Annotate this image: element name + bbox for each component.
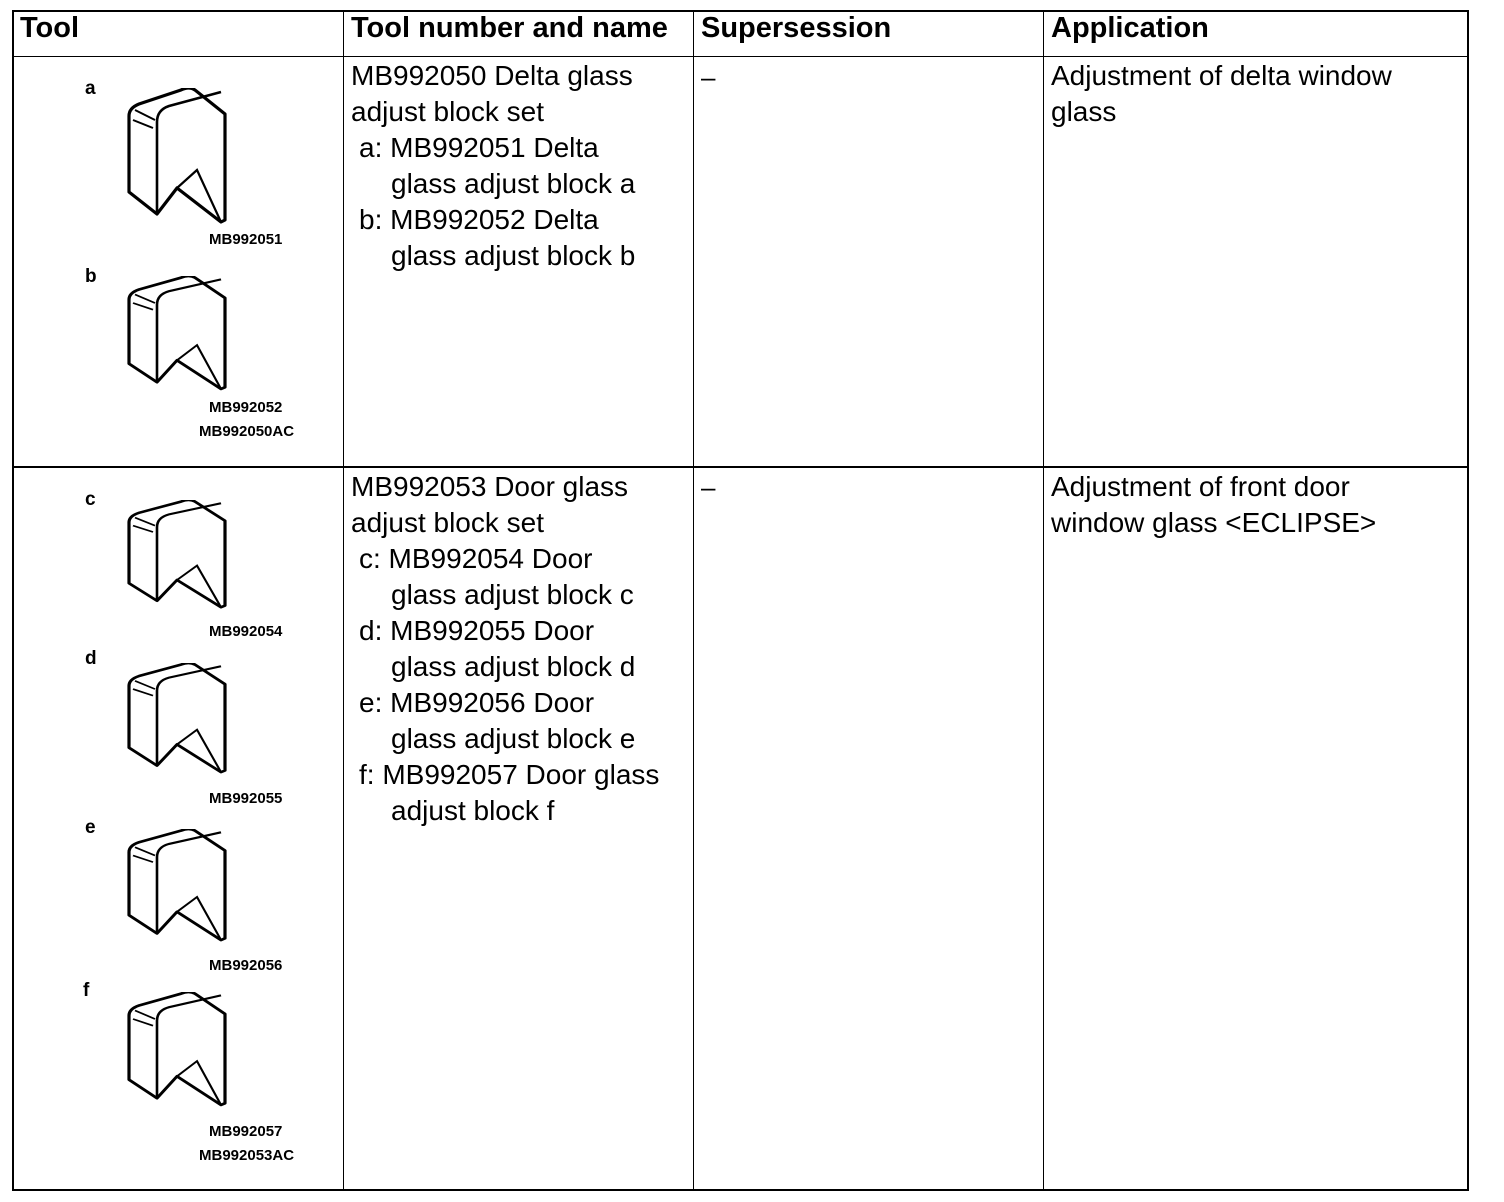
header-tool: Tool bbox=[20, 12, 80, 44]
block-code: MB992055 bbox=[209, 790, 283, 807]
glass-adjust-block-icon bbox=[125, 992, 231, 1110]
header-application: Application bbox=[1051, 12, 1209, 44]
supersession-value: – bbox=[701, 472, 716, 502]
tool-set-title: adjust block set bbox=[351, 96, 544, 127]
tool-set-title: adjust block set bbox=[351, 507, 544, 538]
figure-code: MB992053AC bbox=[199, 1147, 295, 1164]
block-code: MB992051 bbox=[209, 231, 283, 248]
figure-code: MB992050AC bbox=[199, 423, 295, 440]
application-cell bbox=[1051, 469, 1376, 541]
application-text: window glass <ECLIPSE> bbox=[1051, 507, 1377, 538]
tool-item: glass adjust block a bbox=[391, 168, 636, 199]
tool-set-title: MB992050 Delta glass bbox=[351, 60, 633, 91]
application-text: glass bbox=[1051, 96, 1117, 127]
column-divider bbox=[343, 10, 344, 1191]
header-divider bbox=[12, 56, 1469, 57]
tool-item: glass adjust block e bbox=[391, 723, 636, 754]
supersession-value: – bbox=[701, 62, 716, 92]
header-tool-number: Tool number and name bbox=[351, 12, 668, 44]
glass-adjust-block-icon bbox=[125, 88, 231, 228]
glass-adjust-block-icon bbox=[125, 663, 231, 777]
glass-adjust-block-icon bbox=[125, 276, 231, 394]
column-divider bbox=[693, 10, 694, 1191]
block-letter: d bbox=[85, 648, 97, 669]
block-code: MB992054 bbox=[209, 623, 283, 640]
tool-set-title: MB992053 Door glass bbox=[351, 471, 629, 502]
tool-item: glass adjust block c bbox=[391, 579, 634, 610]
block-letter: c bbox=[85, 489, 96, 510]
block-letter: f bbox=[83, 980, 90, 1001]
application-text: Adjustment of front door bbox=[1051, 471, 1350, 502]
column-divider bbox=[1043, 10, 1044, 1191]
tool-name-cell bbox=[351, 58, 635, 274]
tool-item: glass adjust block b bbox=[391, 240, 636, 271]
tool-item: c: MB992054 Door bbox=[359, 543, 593, 574]
tool-item: b: MB992052 Delta bbox=[359, 204, 599, 235]
block-code: MB992057 bbox=[209, 1123, 283, 1140]
block-code: MB992052 bbox=[209, 399, 283, 416]
tool-item: d: MB992055 Door bbox=[359, 615, 595, 646]
glass-adjust-block-icon bbox=[125, 500, 231, 612]
tool-item: e: MB992056 Door bbox=[359, 687, 595, 718]
application-text: Adjustment of delta window bbox=[1051, 60, 1392, 91]
glass-adjust-block-icon bbox=[125, 829, 231, 945]
block-letter: b bbox=[85, 266, 97, 287]
tool-item: f: MB992057 Door glass bbox=[359, 759, 660, 790]
tool-item: adjust block f bbox=[391, 795, 555, 826]
tool-name-cell bbox=[351, 469, 659, 829]
header-supersession: Supersession bbox=[701, 12, 892, 44]
block-letter: a bbox=[85, 78, 96, 99]
tool-item: glass adjust block d bbox=[391, 651, 636, 682]
block-letter: e bbox=[85, 817, 96, 838]
tool-item: a: MB992051 Delta bbox=[359, 132, 599, 163]
application-cell bbox=[1051, 58, 1392, 130]
row-divider bbox=[12, 466, 1469, 468]
block-code: MB992056 bbox=[209, 957, 283, 974]
